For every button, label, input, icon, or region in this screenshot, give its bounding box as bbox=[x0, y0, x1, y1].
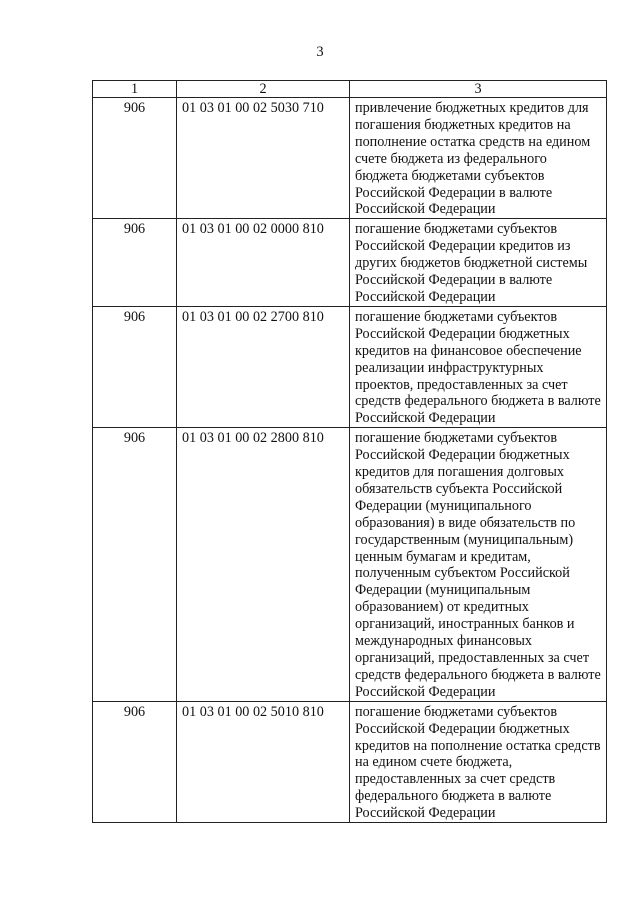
description-cell: погашение бюджетами субъектов Российской Федерации кредитов из других бюджетов бюджетной системы Российской Федерации в валюте Российской Федерации bbox=[350, 219, 607, 307]
table-row bbox=[93, 98, 607, 219]
description-cell: погашение бюджетами субъектов Российской Федерации бюджетных кредитов для погашения долговых обязательств субъекта Российской Федерации (муниципального образования) в виде обязательств по государственным (муниципальным) ценным бумагам и кредитам, полученным субъектом Российской Федерации (муниципальным образованием) от кредитных организаций, иностранных банков и международных финансовых организаций, предоставленных за счет средств федерального бюджета в валюте Российской Федерации bbox=[350, 428, 607, 702]
budget-classification-code-cell: 01 03 01 00 02 0000 810 bbox=[177, 219, 350, 307]
budget-classification-code-cell: 01 03 01 00 02 5030 710 bbox=[177, 98, 350, 219]
column-header-3: 3 bbox=[350, 81, 607, 98]
description-cell: привлечение бюджетных кредитов для погашения бюджетных кредитов на пополнение остатка средств на едином счете бюджета из федерального бюджета бюджетами субъектов Российской Федерации в валюте Российской Федерации bbox=[350, 98, 607, 219]
table-header-row bbox=[93, 81, 607, 98]
description-cell: погашение бюджетами субъектов Российской Федерации бюджетных кредитов на пополнение остатка средств на едином счете бюджета, предоставленных за счет средств федерального бюджета в валюте Российской Федерации bbox=[350, 701, 607, 822]
page-number: 3 bbox=[316, 44, 324, 60]
table-row bbox=[93, 701, 607, 822]
table-row bbox=[93, 428, 607, 702]
administrator-code-cell: 906 bbox=[93, 219, 177, 307]
budget-classification-code-cell: 01 03 01 00 02 2800 810 bbox=[177, 428, 350, 702]
budget-classification-code-cell: 01 03 01 00 02 5010 810 bbox=[177, 701, 350, 822]
administrator-code-cell: 906 bbox=[93, 306, 177, 427]
administrator-code-cell: 906 bbox=[93, 428, 177, 702]
table-row bbox=[93, 219, 607, 307]
table-row bbox=[93, 306, 607, 427]
budget-codes-table bbox=[92, 80, 607, 823]
administrator-code-cell: 906 bbox=[93, 98, 177, 219]
description-cell: погашение бюджетами субъектов Российской Федерации бюджетных кредитов на финансовое обеспечение реализации инфраструктурных проектов, предоставленных за счет средств федерального бюджета в валюте Российской Федерации bbox=[350, 306, 607, 427]
column-header-1: 1 bbox=[93, 81, 177, 98]
administrator-code-cell: 906 bbox=[93, 701, 177, 822]
column-header-2: 2 bbox=[177, 81, 350, 98]
budget-classification-code-cell: 01 03 01 00 02 2700 810 bbox=[177, 306, 350, 427]
